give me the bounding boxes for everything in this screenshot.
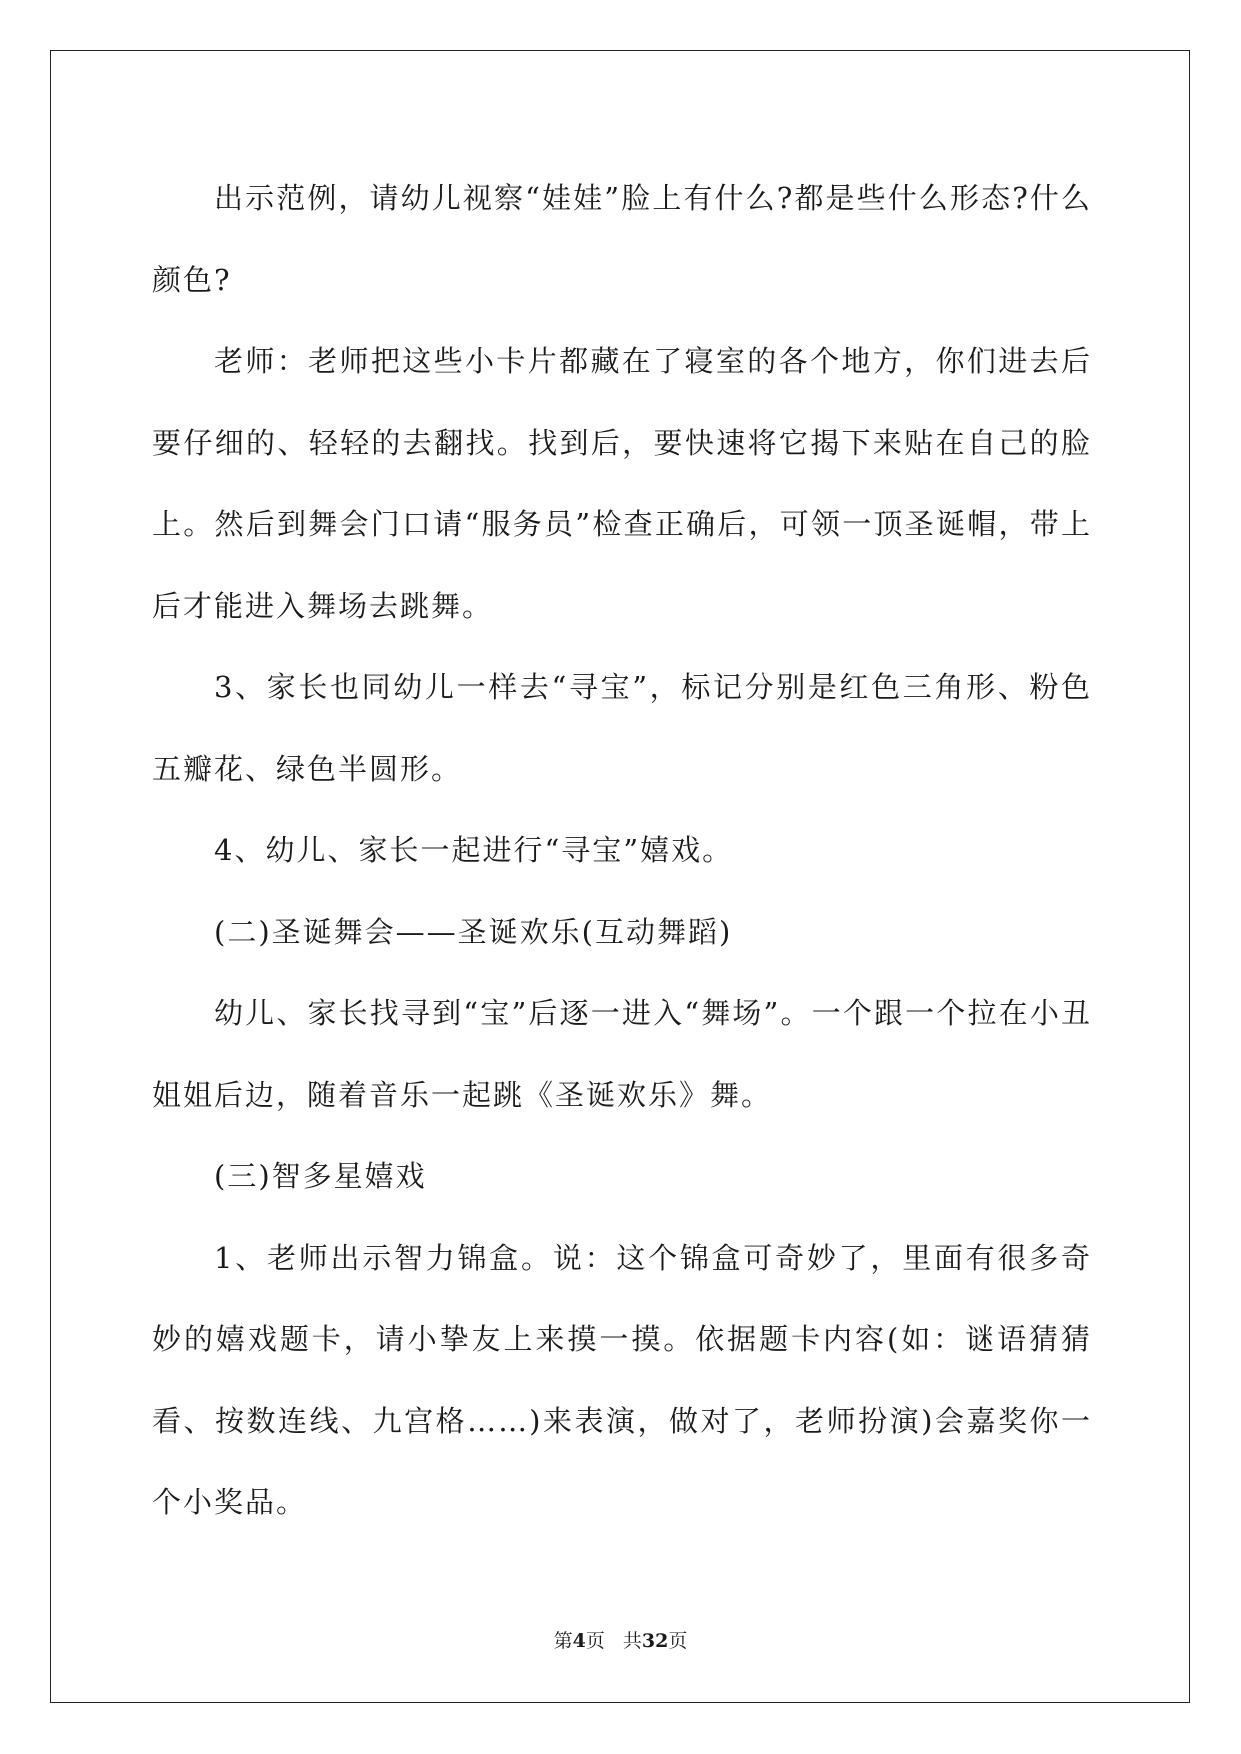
- section-heading: (三)智多星嬉戏: [214, 1159, 427, 1193]
- total-page-count: 32: [641, 1630, 669, 1652]
- current-page-number: 4: [572, 1630, 586, 1652]
- page-footer: [0, 1626, 1241, 1653]
- footer-suffix: 页: [585, 1630, 605, 1652]
- footer-prefix: 第: [553, 1630, 573, 1652]
- footer-total-prefix: 共: [622, 1630, 642, 1652]
- document-body: [152, 158, 1092, 1544]
- paragraph: 老师：老师把这些小卡片都藏在了寝室的各个地方，你们进去后要仔细的、轻轻的去翻找。找到后，要快速将它揭下来贴在自己的脸上。然后到舞会门口请“服务员”检查正确后，可领一顶圣诞帽，带上后才能进入舞场去跳舞。: [152, 344, 1092, 623]
- footer-total-suffix: 页: [668, 1630, 688, 1652]
- paragraph: 4、幼儿、家长一起进行“寻宝”嬉戏。: [214, 833, 734, 867]
- paragraph: 1、老师出示智力锦盒。说：这个锦盒可奇妙了，里面有很多奇妙的嬉戏题卡，请小挚友上来摸一摸。依据题卡内容(如：谜语猜猜看、按数连线、九宫格……)来表演，做对了，老师扮演)会嘉奖你一个小奖品。: [152, 1240, 1092, 1519]
- paragraph: 3、家长也同幼儿一样去“寻宝”，标记分别是红色三角形、粉色五瓣花、绿色半圆形。: [152, 670, 1092, 786]
- paragraph: 出示范例，请幼儿视察“娃娃”脸上有什么?都是些什么形态?什么颜色?: [152, 181, 1092, 297]
- section-heading: (二)圣诞舞会——圣诞欢乐(互动舞蹈): [214, 914, 733, 949]
- paragraph: 幼儿、家长找寻到“宝”后逐一进入“舞场”。一个跟一个拉在小丑姐姐后边，随着音乐一起跳《圣诞欢乐》舞。: [152, 996, 1092, 1112]
